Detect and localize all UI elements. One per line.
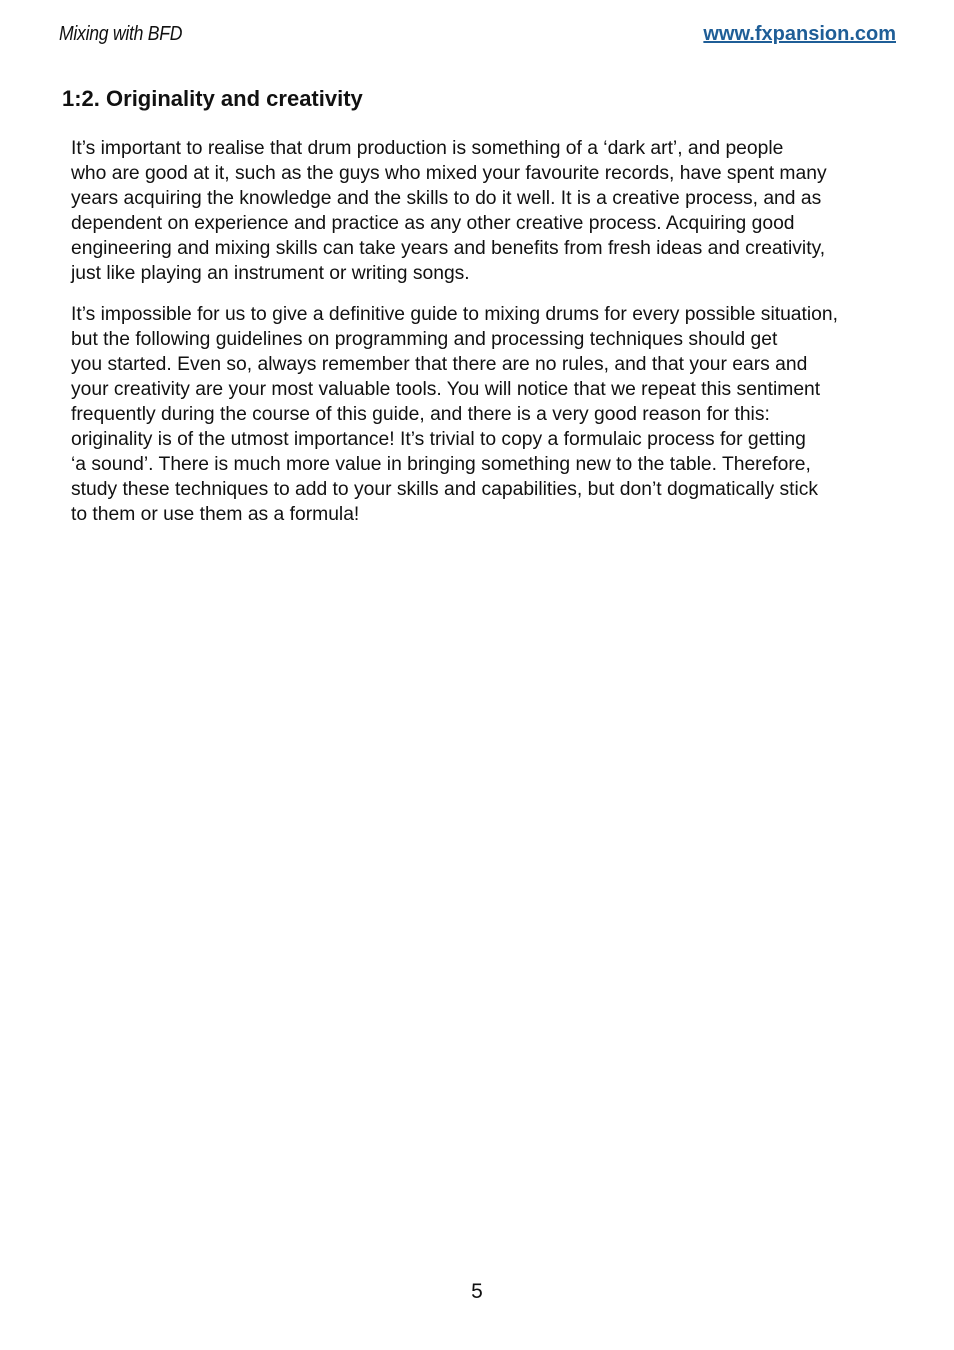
website-link[interactable]: www.fxpansion.com	[703, 23, 896, 45]
document-title: Mixing with BFD	[59, 23, 183, 45]
section-title: 1:2. Originality and creativity	[62, 86, 363, 111]
paragraph: It’s impossible for us to give a definitive guide to mixing drums for every possible situation, but the following guidelines on programming and processing techniques should get you started. Even so, always remember that there are no rules, and that your ears and your creativity are your most valuable tools. You will notice that we repeat this sentiment frequently during the course of this guide, and there is a very good reason for this: originality is of the utmost importance! It’s trivial to copy a formulaic process for getting ‘a sound’. There is much more value in bringing something new to the table. Therefore, study these techniques to add to your skills and capabilities, but don’t dogmatically stick to them or use them as a formula!	[71, 304, 838, 525]
page-number: 5	[471, 1280, 483, 1303]
body-text	[71, 136, 901, 543]
paragraph: It’s important to realise that drum production is something of a ‘dark art’, and people who are good at it, such as the guys who mixed your favourite records, have spent many years acquiring the knowledge and the skills to do it well. It is a creative process, and as dependent on experience and practice as any other creative process. Acquiring good engineering and mixing skills can take years and benefits from fresh ideas and creativity, just like playing an instrument or writing songs.	[71, 138, 827, 284]
